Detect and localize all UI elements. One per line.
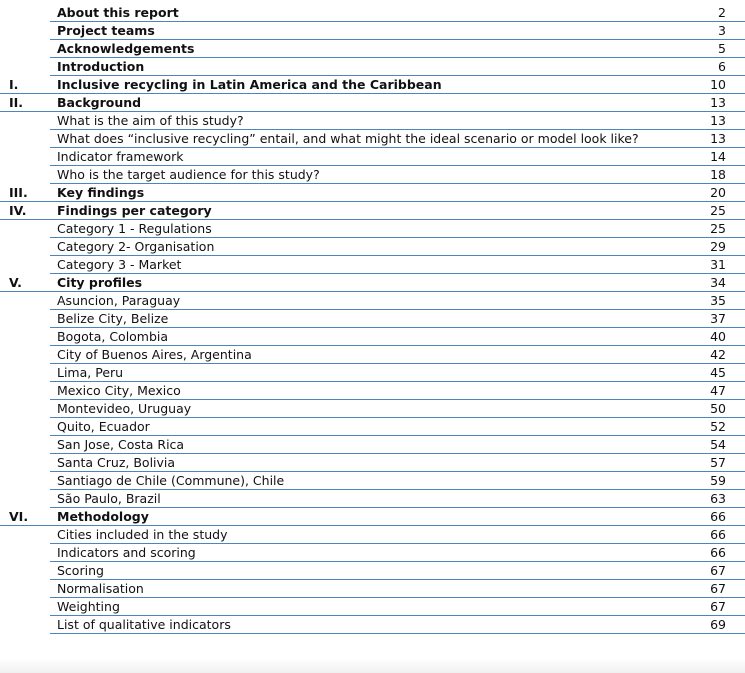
toc-entry-number: IV. <box>9 203 27 218</box>
toc-entry-number: VI. <box>9 509 29 524</box>
toc-entry-title: Scoring <box>57 563 104 578</box>
toc-entry-page: 3 <box>718 23 726 38</box>
toc-entry-title: San Jose, Costa Rica <box>57 437 185 452</box>
toc-entry-title: What is the aim of this study? <box>57 113 244 128</box>
toc-entry-title: City of Buenos Aires, Argentina <box>57 347 252 362</box>
toc-entry-page: 6 <box>718 59 726 74</box>
toc-entry[interactable] <box>0 111 745 129</box>
toc-entry-title: Background <box>57 95 142 110</box>
toc-entry[interactable] <box>0 435 745 453</box>
toc-entry-page: 45 <box>710 365 726 380</box>
toc-entry-page: 31 <box>710 257 726 272</box>
toc-entry[interactable] <box>0 93 745 111</box>
table-of-contents <box>0 3 745 633</box>
toc-entry-page: 66 <box>710 527 726 542</box>
toc-entry-title: Montevideo, Uruguay <box>57 401 192 416</box>
toc-entry[interactable] <box>0 21 745 39</box>
toc-entry[interactable] <box>0 381 745 399</box>
toc-entry-title: Quito, Ecuador <box>57 419 150 434</box>
toc-entry[interactable] <box>0 75 745 93</box>
toc-entry-title: List of qualitative indicators <box>57 617 231 632</box>
toc-entry-title: Acknowledgements <box>57 41 195 56</box>
toc-entry-page: 20 <box>710 185 726 200</box>
toc-entry[interactable] <box>0 363 745 381</box>
toc-entry-page: 54 <box>710 437 726 452</box>
toc-entry-page: 40 <box>710 329 726 344</box>
toc-entry-title: Indicator framework <box>57 149 184 164</box>
toc-entry[interactable] <box>0 345 745 363</box>
toc-entry[interactable] <box>0 273 745 291</box>
toc-entry-title: Project teams <box>57 23 155 38</box>
toc-entry-page: 18 <box>710 167 726 182</box>
toc-entry[interactable] <box>0 561 745 579</box>
toc-entry-page: 25 <box>710 221 726 236</box>
toc-entry[interactable] <box>0 255 745 273</box>
toc-entry-number: I. <box>9 77 19 92</box>
toc-entry-page: 59 <box>710 473 726 488</box>
toc-entry[interactable] <box>0 183 745 201</box>
toc-entry-title: About this report <box>57 5 179 20</box>
toc-entry-page: 50 <box>710 401 726 416</box>
toc-entry-number: II. <box>9 95 24 110</box>
toc-entry-page: 52 <box>710 419 726 434</box>
toc-entry-page: 63 <box>710 491 726 506</box>
toc-entry[interactable] <box>0 525 745 543</box>
toc-entry[interactable] <box>0 579 745 597</box>
toc-entry[interactable] <box>0 471 745 489</box>
toc-entry-page: 37 <box>710 311 726 326</box>
toc-entry-page: 66 <box>710 509 726 524</box>
toc-entry-title: Key findings <box>57 185 145 200</box>
toc-entry-page: 29 <box>710 239 726 254</box>
toc-entry-page: 57 <box>710 455 726 470</box>
toc-entry-page: 25 <box>710 203 726 218</box>
toc-entry-title: Cities included in the study <box>57 527 228 542</box>
toc-entry-page: 35 <box>710 293 726 308</box>
toc-entry-page: 42 <box>710 347 726 362</box>
toc-entry-title: Mexico City, Mexico <box>57 383 181 398</box>
toc-entry-title: Bogota, Colombia <box>57 329 169 344</box>
toc-entry-title: Category 3 - Market <box>57 257 182 272</box>
toc-entry-number: III. <box>9 185 28 200</box>
toc-entry-title: Who is the target audience for this study? <box>57 167 320 182</box>
toc-entry[interactable] <box>0 129 745 147</box>
toc-entry-title: Methodology <box>57 509 149 524</box>
toc-entry-page: 13 <box>710 113 726 128</box>
toc-entry-page: 5 <box>718 41 726 56</box>
toc-entry[interactable] <box>0 507 745 525</box>
toc-entry-page: 66 <box>710 545 726 560</box>
toc-entry-title: Santiago de Chile (Commune), Chile <box>57 473 285 488</box>
toc-entry-page: 47 <box>710 383 726 398</box>
toc-entry-title: São Paulo, Brazil <box>57 491 161 506</box>
toc-entry[interactable] <box>0 309 745 327</box>
toc-entry-page: 67 <box>710 599 726 614</box>
toc-entry-title: Inclusive recycling in Latin America and the Caribbean <box>57 77 442 92</box>
toc-entry-number: V. <box>9 275 22 290</box>
toc-entry[interactable] <box>0 201 745 219</box>
toc-entry-title: Findings per category <box>57 203 212 218</box>
toc-entry[interactable] <box>0 57 745 75</box>
toc-entry-title: Asuncion, Paraguay <box>57 293 181 308</box>
toc-entry[interactable] <box>0 489 745 507</box>
toc-entry[interactable] <box>0 165 745 183</box>
toc-entry-title: Normalisation <box>57 581 144 596</box>
toc-entry-page: 13 <box>710 131 726 146</box>
toc-entry[interactable] <box>0 615 745 633</box>
toc-divider <box>50 633 745 634</box>
toc-entry-page: 69 <box>710 617 726 632</box>
toc-entry[interactable] <box>0 453 745 471</box>
toc-entry[interactable] <box>0 399 745 417</box>
toc-entry[interactable] <box>0 147 745 165</box>
toc-entry-title: City profiles <box>57 275 143 290</box>
toc-entry-title: Introduction <box>57 59 145 74</box>
toc-entry[interactable] <box>0 219 745 237</box>
toc-entry-title: Lima, Peru <box>57 365 124 380</box>
bottom-fade <box>0 659 745 673</box>
toc-entry[interactable] <box>0 237 745 255</box>
toc-entry-title: What does “inclusive recycling” entail, and what might the ideal scenario or model look like? <box>57 131 639 146</box>
toc-entry-page: 67 <box>710 581 726 596</box>
toc-entry-page: 13 <box>710 95 726 110</box>
toc-entry[interactable] <box>0 597 745 615</box>
toc-entry-page: 2 <box>718 5 726 20</box>
toc-entry[interactable] <box>0 417 745 435</box>
toc-entry-page: 34 <box>710 275 726 290</box>
toc-entry-title: Santa Cruz, Bolivia <box>57 455 176 470</box>
toc-entry-title: Indicators and scoring <box>57 545 196 560</box>
toc-entry[interactable] <box>0 39 745 57</box>
toc-entry-title: Category 2- Organisation <box>57 239 215 254</box>
toc-entry[interactable] <box>0 327 745 345</box>
toc-entry-title: Weighting <box>57 599 120 614</box>
toc-entry-title: Belize City, Belize <box>57 311 169 326</box>
toc-entry-page: 14 <box>710 149 726 164</box>
toc-entry[interactable] <box>0 291 745 309</box>
toc-entry[interactable] <box>0 543 745 561</box>
toc-entry-title: Category 1 - Regulations <box>57 221 212 236</box>
toc-entry-page: 67 <box>710 563 726 578</box>
toc-entry[interactable] <box>0 3 745 21</box>
toc-entry-page: 10 <box>710 77 726 92</box>
